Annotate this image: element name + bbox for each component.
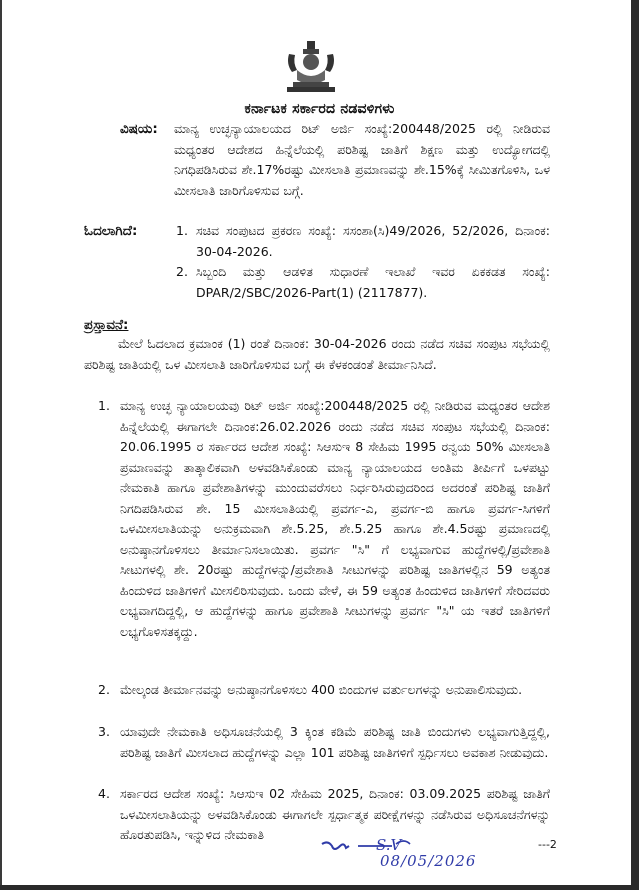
decision-text: ಮಾನ್ಯ ಉಚ್ಛ ನ್ಯಾಯಾಲಯವು ರಿಟ್ ಅರ್ಜಿ ಸಂಖ್ಯೆ:200448/2025 ರಲ್ಲಿ ನೀಡಿರುವ ಮಧ್ಯಂತರ ಆದೇಶ ಹಿನ್ನೆಲೆಯಲ್ಲಿ ಈಗಾಗಲೇ ದಿನಾಂಕ:26.02.2026 ರಂದು ನಡೆದ ಸಚಿವ ಸಂಪುಟ ಸಭೆಯಲ್ಲಿ ದಿನಾಂಕ: 20.06.1995 ರ ಸರ್ಕಾರದ ಆದೇಶ ಸಂಖ್ಯೆ: ಸಿಆಸುಇ 8 ಸೇಹಿಮ 1995 ರನ್ವಯ 50% ಮೀಸಲಾತಿ ಪ್ರಮಾಣವನ್ನು ತಾತ್ಕಾಲಿಕವಾಗಿ ಅಳವಡಿಸಿಕೊಂಡು ಮಾನ್ಯ ನ್ಯಾಯಾಲಯದ ಅಂತಿಮ ತೀರ್ಪಿಗೆ ಒಳಪಟ್ಟು ನೇಮಕಾತಿ ಹಾಗೂ ಪ್ರವೇಶಾತಿಗಳನ್ನು ಮುಂದುವರೆಸಲು ನಿರ್ಧರಿಸಿರುವುದರಿಂದ ಅದರಂತೆ ಪರಿಶಿಷ್ಟ ಜಾತಿಗೆ ನಿಗದಿಪಡಿಸಿರುವ ಶೇ. 15 ಮೀಸಲಾತಿಯಲ್ಲಿ ಪ್ರವರ್ಗ-ಎ, ಪ್ರವರ್ಗ-ಬಿ ಹಾಗೂ ಪ್ರವರ್ಗ-ಸಿಗಳಿಗೆ ಒಳಮೀಸಲಾತಿಯನ್ನು ಅನುಕ್ರಮವಾಗಿ ಶೇ.5.25, ಶೇ.5.25 ಹಾಗೂ ಶೇ.4.5ರಷ್ಟು ಪ್ರಮಾಣದಲ್ಲಿ ಅನುಷ್ಠಾನಗೊಳಿಸಲು ತೀರ್ಮಾನಿಸಲಾಯಿತು. ಪ್ರವರ್ಗ "ಸಿ" ಗೆ ಲಭ್ಯವಾಗುವ ಹುದ್ದೆಗಳಲ್ಲಿ/ಪ್ರವೇಶಾತಿ ಸೀಟುಗಳಲ್ಲಿ ಶೇ. 20ರಷ್ಟು ಹುದ್ದೆಗಳನ್ನು/ಪ್ರವೇಶಾತಿ ಸೀಟುಗಳನ್ನು ಪರಿಶಿಷ್ಟ ಜಾತಿಗಳಲ್ಲಿನ 59 ಅತ್ಯಂತ ಹಿಂದುಳಿದ ಜಾತಿಗಳಿಗೆ ಮೀಸಲಿರಿಸುವುದು. ಒಂದು ವೇಳೆ, ಈ 59 ಅತ್ಯಂತ ಹಿಂದುಳಿದ ಜಾತಿಗಳಿಗೆ ಸೇರಿದವರು ಲಭ್ಯವಾಗದಿದ್ದಲ್ಲಿ, ಆ ಹುದ್ದೆಗಳನ್ನು ಹಾಗೂ ಪ್ರವೇಶಾತಿ ಸೀಟುಗಳನ್ನು ಪ್ರವರ್ಗ "ಸಿ" ಯ ಇತರೆ ಜಾತಿಗಳಿಗೆ ಲಭ್ಯಗೊಳಿಸತಕ್ಕದ್ದು. [120, 398, 550, 639]
page-border-left [0, 0, 2, 890]
decision-item [98, 396, 550, 642]
page-continuation-marker: ---2 [538, 838, 557, 851]
karnataka-emblem-icon [283, 40, 339, 94]
reference-number: 1. [176, 223, 188, 238]
decision-number: 4. [98, 786, 110, 801]
decision-text: ಸರ್ಕಾರದ ಆದೇಶ ಸಂಖ್ಯೆ: ಸಿಆಸುಇ 02 ಸೇಹಿಮ 2025, ದಿನಾಂಕ: 03.09.2025 ಪರಿಶಿಷ್ಟ ಜಾತಿಗೆ ಒಳಮೀಸಲಾತಿಯನ್ನು ಅಳವಡಿಸಿಕೊಂಡು ಈಗಾಗಲೇ ಸ್ಪರ್ಧಾತ್ಮಕ ಪರೀಕ್ಷೆಗಳನ್ನು ನಡೆಸಿರುವ ಅಧಿಸೂಚನೆಗಳನ್ನು ಹೊರತುಪಡಿಸಿ, ಇನ್ನುಳಿದ ನೇಮಕಾತಿ [120, 786, 550, 842]
reference-item [176, 221, 550, 262]
reference-number: 2. [176, 264, 188, 279]
preamble-heading: ಪ್ರಸ್ತಾವನೆ: [84, 317, 129, 333]
subject-text: ಮಾನ್ಯ ಉಚ್ಛನ್ಯಾಯಾಲಯದ ರಿಟ್ ಅರ್ಜಿ ಸಂಖ್ಯೆ:200448/2025 ರಲ್ಲಿ ನೀಡಿರುವ ಮಧ್ಯಂತರ ಆದೇಶದ ಹಿನ್ನೆಲೆಯಲ್ಲಿ ಪರಿಶಿಷ್ಟ ಜಾತಿಗೆ ಶಿಕ್ಷಣ ಮತ್ತು ಉದ್ಯೋಗದಲ್ಲಿ ನಿಗಧಿಪಡಿಸಿರುವ ಶೇ.17%ರಷ್ಟು ಮೀಸಲಾತಿ ಪ್ರಮಾಣವನ್ನು ಶೇ.15%ಕ್ಕೆ ಸೀಮಿತಗೊಳಿಸಿ, ಒಳ ಮೀಸಲಾತಿ ಜಾರಿಗೊಳಿಸುವ ಬಗ್ಗೆ. [174, 121, 550, 198]
subject-label: ವಿಷಯ: [120, 121, 158, 137]
decision-number: 2. [98, 682, 110, 697]
decision-text: ಮೇಲ್ಕಂಡ ತೀರ್ಮಾನವನ್ನು ಅನುಷ್ಠಾನಗೊಳಿಸಲು 400 ಬಿಂದುಗಳ ವರ್ತುಲಗಳನ್ನು ಅನುಪಾಲಿಸುವುದು. [120, 682, 523, 697]
page-border-bottom [0, 885, 639, 890]
references-label: ಓದಲಾಗಿದೆ: [84, 223, 138, 239]
preamble-intro: ಮೇಲೆ ಓದಲಾದ ಕ್ರಮಾಂಕ (1) ರಂತೆ ದಿನಾಂಕ: 30-04-2026 ರಂದು ನಡೆದ ಸಚಿವ ಸಂಪುಟ ಸಭೆಯಲ್ಲಿ ಪರಿಶಿಷ್ಟ ಜಾತಿಯಲ್ಲಿ ಒಳ ಮೀಸಲಾತಿ ಜಾರಿಗೊಳಿಸುವ ಬಗ್ಗೆ ಈ ಕೆಳಕಂಡಂತೆ ತೀರ್ಮಾನಿಸಿದೆ. [84, 336, 550, 372]
reference-text: ಸಚಿವ ಸಂಪುಟದ ಪ್ರಕರಣ ಸಂಖ್ಯೆ: ಸಸಂಶಾ(ಸಿ)49/2026, 52/2026, ದಿನಾಂಕ: 30-04-2026. [196, 223, 550, 259]
signature-date: 08/05/2026 [380, 852, 477, 870]
reference-text: ಸಿಬ್ಬಂದಿ ಮತ್ತು ಆಡಳಿತ ಸುಧಾರಣೆ ಇಲಾಖೆ ಇವರ ಏಕಕಡತ ಸಂಖ್ಯೆ: DPAR/2/SBC/2026-Part(1) (2117877). [196, 264, 550, 300]
decision-item [98, 680, 550, 701]
decision-text: ಯಾವುದೇ ನೇಮಕಾತಿ ಅಧಿಸೂಚನೆಯಲ್ಲಿ 3 ಕ್ಕಿಂತ ಕಡಿಮೆ ಪರಿಶಿಷ್ಟ ಜಾತಿ ಬಿಂದುಗಳು ಲಭ್ಯವಾಗುತ್ತಿದ್ದಲ್ಲಿ, ಪರಿಶಿಷ್ಟ ಜಾತಿಗೆ ಮೀಸಲಾದ ಹುದ್ದೆಗಳನ್ನು ಎಲ್ಲಾ 101 ಪರಿಶಿಷ್ಟ ಜಾತಿಗಳಿಗೆ ಸ್ಪರ್ಧಿಸಲು ಅವಕಾಶ ನೀಡುವುದು. [120, 724, 550, 760]
decision-item [98, 722, 550, 763]
page-title: ಕರ್ನಾಟಕ ಸರ್ಕಾರದ ನಡವಳಿಗಳು [244, 101, 395, 117]
decision-number: 3. [98, 724, 110, 739]
reference-item [176, 262, 550, 303]
page-border-right [631, 0, 639, 890]
signature-initials: S.V [376, 836, 402, 854]
decision-number: 1. [98, 398, 110, 413]
